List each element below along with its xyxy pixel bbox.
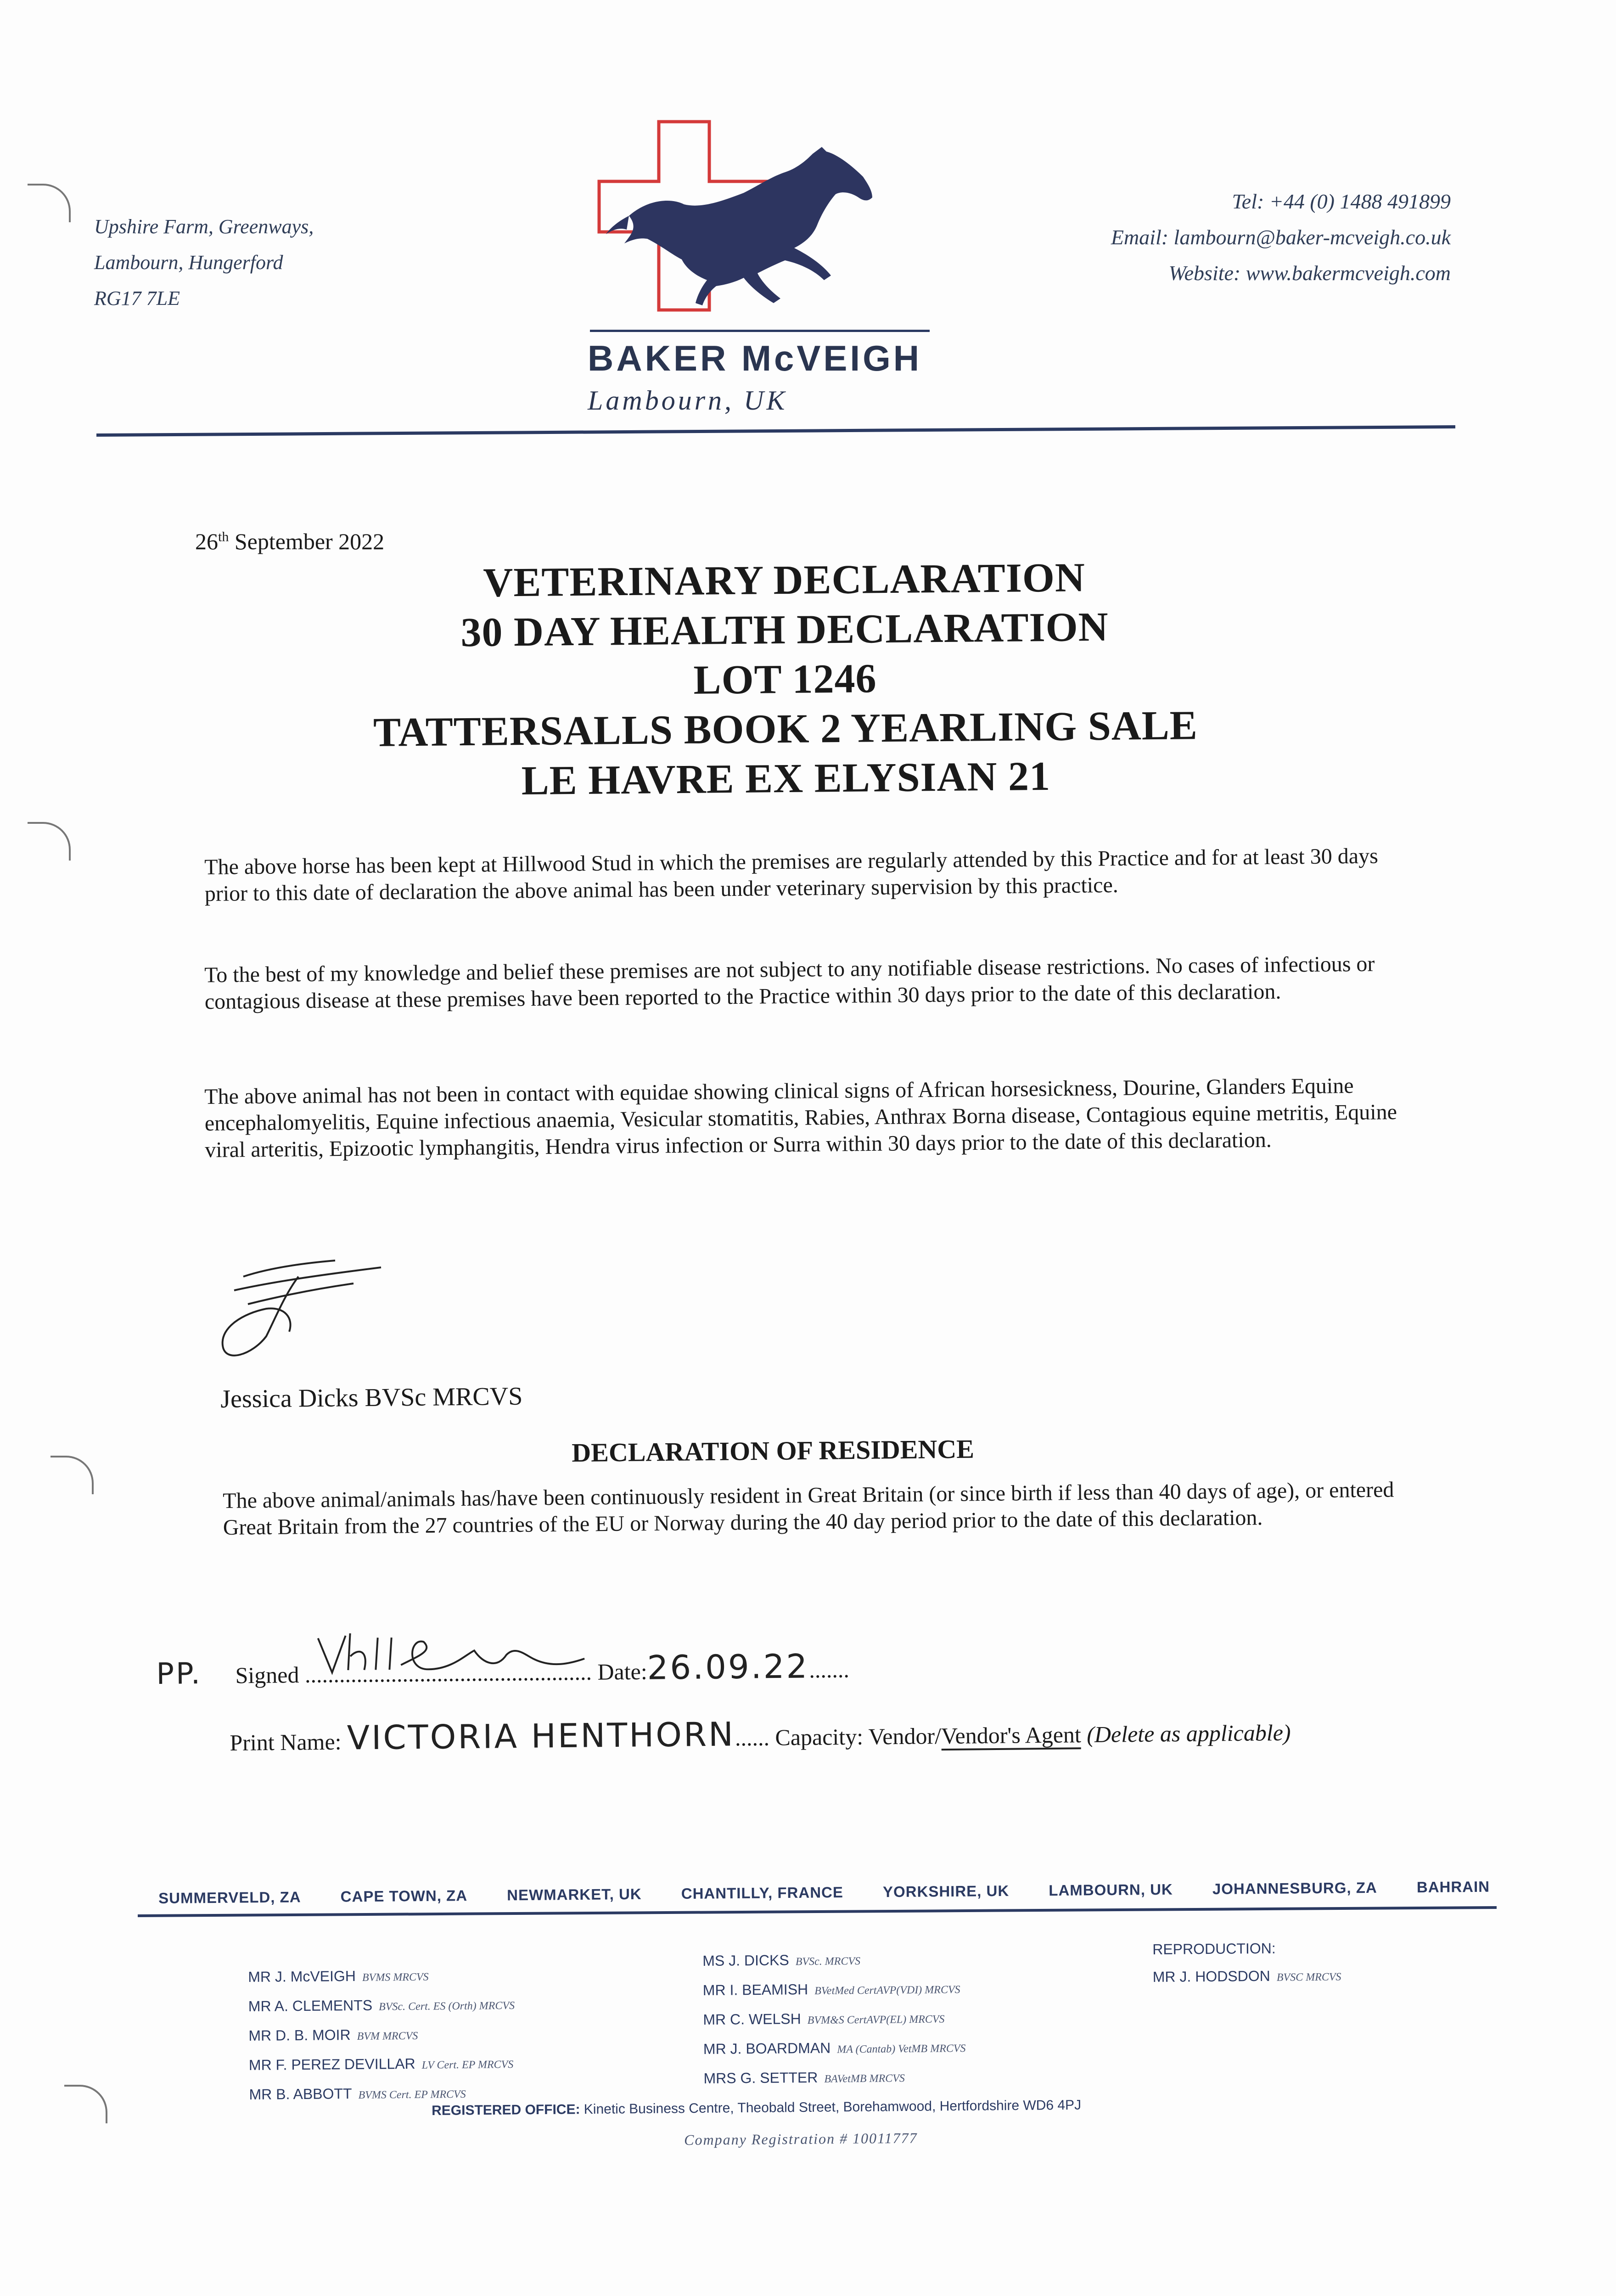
contact-email: Email: lambourn@baker-mcveigh.co.uk: [1111, 225, 1451, 249]
staff-entry: MR J. McVEIGH BVMS MRCVS: [248, 1967, 429, 1985]
brand-name: BAKER McVEIGH: [588, 338, 922, 378]
staff-entry: MR B. ABBOTT BVMS Cert. EP MRCVS: [249, 2085, 466, 2103]
contact-phone: Tel: +44 (0) 1488 491899: [1232, 190, 1451, 213]
staff-entry: MR J. HODSDON BVSC MRCVS: [1152, 1967, 1341, 1985]
residence-heading: DECLARATION OF RESIDENCE: [572, 1434, 975, 1468]
location: YORKSHIRE, UK: [882, 1882, 1010, 1901]
punch-mark: [28, 184, 71, 222]
address-line: Upshire Farm, Greenways,: [94, 215, 314, 238]
signed-label: Signed: [235, 1662, 299, 1688]
vendor-signature-field[interactable]: ..................................................: [305, 1659, 592, 1688]
vet-name: Jessica Dicks BVSc MRCVS: [220, 1382, 523, 1413]
capacity-note: (Delete as applicable): [1086, 1719, 1291, 1748]
horse-cross-logo: [592, 117, 923, 319]
contact-website: Website: www.bakermcveigh.com: [1168, 261, 1451, 285]
title-line: LE HAVRE EX ELYSIAN 21: [521, 753, 1051, 804]
signature-row: PP. Signed .................................................. Date:26.09.22.......: [156, 1647, 849, 1692]
document-date: 26th September 2022: [195, 529, 385, 554]
title-line: TATTERSALLS BOOK 2 YEARLING SALE: [373, 703, 1198, 755]
header-rule: [96, 425, 1455, 437]
staff-entry: MR F. PEREZ DEVILLAR LV Cert. EP MRCVS: [248, 2055, 514, 2073]
capacity-label: Capacity: Vendor/: [775, 1723, 942, 1750]
capacity-agent: Vendor's Agent: [941, 1722, 1081, 1750]
reproduction-heading: REPRODUCTION:: [1152, 1940, 1276, 1958]
location: NEWMARKET, UK: [507, 1885, 642, 1904]
restrictions-paragraph: To the best of my knowledge and belief these premises are not subject to any notifiable disease restrictions. No cases of infectious or contagious disease at these premises have been reported to the Practice within 30 days prior to the date of this declaration.: [204, 951, 1375, 1014]
staff-entry: MS J. DICKS BVSc. MRCVS: [702, 1952, 861, 1969]
galloping-horse-icon: [606, 147, 872, 305]
brand-location: Lambourn, UK: [588, 385, 788, 416]
staff-entry: MR J. BOARDMAN MA (Cantab) VetMB MRCVS: [703, 2039, 966, 2057]
office-locations: [158, 1878, 1490, 1907]
company-registration: Company Registration # 10011777: [684, 2129, 918, 2148]
vet-signature: [216, 1249, 390, 1378]
title-line: LOT 1246: [693, 656, 877, 703]
staff-entry: MR D. B. MOIR BVM MRCVS: [248, 2026, 418, 2044]
location: JOHANNESBURG, ZA: [1212, 1879, 1377, 1897]
pp-mark: PP.: [156, 1657, 202, 1691]
registered-office: REGISTERED OFFICE: Kinetic Business Centre, Theobald Street, Borehamwood, Hertfordshire WD6 4PJ: [432, 2097, 1082, 2118]
handwritten-date[interactable]: 26.09.22: [647, 1647, 809, 1687]
contact-block: [1111, 184, 1451, 291]
company-address: [94, 209, 314, 316]
supervision-paragraph: The above horse has been kept at Hillwood Stud in which the premises are regularly attended by this Practice and for at least 30 days prior to this date of declaration the above animal has been under veterinary supervision by this practice.: [204, 844, 1378, 906]
location: BAHRAIN: [1416, 1878, 1490, 1896]
logo-divider: [590, 330, 930, 332]
location: CHANTILLY, FRANCE: [681, 1883, 844, 1902]
staff-entry: MR I. BEAMISH BVetMed CertAVP(VDI) MRCVS: [702, 1981, 960, 1998]
print-name-label: Print Name:: [230, 1728, 342, 1756]
date-label: Date:: [597, 1658, 647, 1685]
punch-mark: [28, 822, 71, 861]
handwritten-name[interactable]: VICTORIA HENTHORN: [347, 1715, 735, 1757]
staff-column-1: [248, 1961, 516, 2110]
print-name-row: Print Name: VICTORIA HENTHORN...... Capacity: Vendor/Vendor's Agent (Delete as applicable): [230, 1715, 1291, 1757]
location: CAPE TOWN, ZA: [340, 1887, 468, 1905]
location: SUMMERVELD, ZA: [158, 1888, 301, 1907]
title-line: 30 DAY HEALTH DECLARATION: [460, 604, 1109, 656]
title-line: VETERINARY DECLARATION: [483, 555, 1086, 606]
residence-paragraph: The above animal/animals has/have been continuously resident in Great Britain (or since birth if less than 40 days of age), or entered Great Britain from the 27 countries of the EU or Norway during the 40 day period prior to the date of this declaration.: [223, 1477, 1394, 1540]
document-title: [0, 549, 1571, 810]
staff-entry: MR A. CLEMENTS BVSc. Cert. ES (Orth) MRCVS: [248, 1997, 515, 2015]
location: LAMBOURN, UK: [1049, 1880, 1173, 1899]
punch-mark: [50, 1456, 94, 1494]
staff-column-2: [702, 1945, 966, 2094]
footer-rule: [138, 1906, 1497, 1917]
punch-mark: [64, 2085, 107, 2123]
staff-entry: MR C. WELSH BVM&S CertAVP(EL) MRCVS: [703, 2010, 945, 2028]
address-line: Lambourn, Hungerford: [94, 251, 283, 274]
disease-contact-paragraph: The above animal has not been in contact with equidae showing clinical signs of African horsesickness, Dourine, Glanders Equine encephalomyelitis, Equine infectious anaemia, Vesicular stomatitis, Rabies, Anthrax Borna disease, Contagious equine metritis, Equine viral arteritis, Epizootic lymphangitis, Hendra virus infection or Surra within 30 days prior to the date of this declaration.: [204, 1073, 1397, 1162]
vendor-signature: [314, 1626, 589, 1680]
staff-column-3: [1152, 1934, 1341, 1992]
address-line: RG17 7LE: [94, 287, 180, 310]
staff-entry: MRS G. SETTER BAVetMB MRCVS: [703, 2069, 905, 2087]
